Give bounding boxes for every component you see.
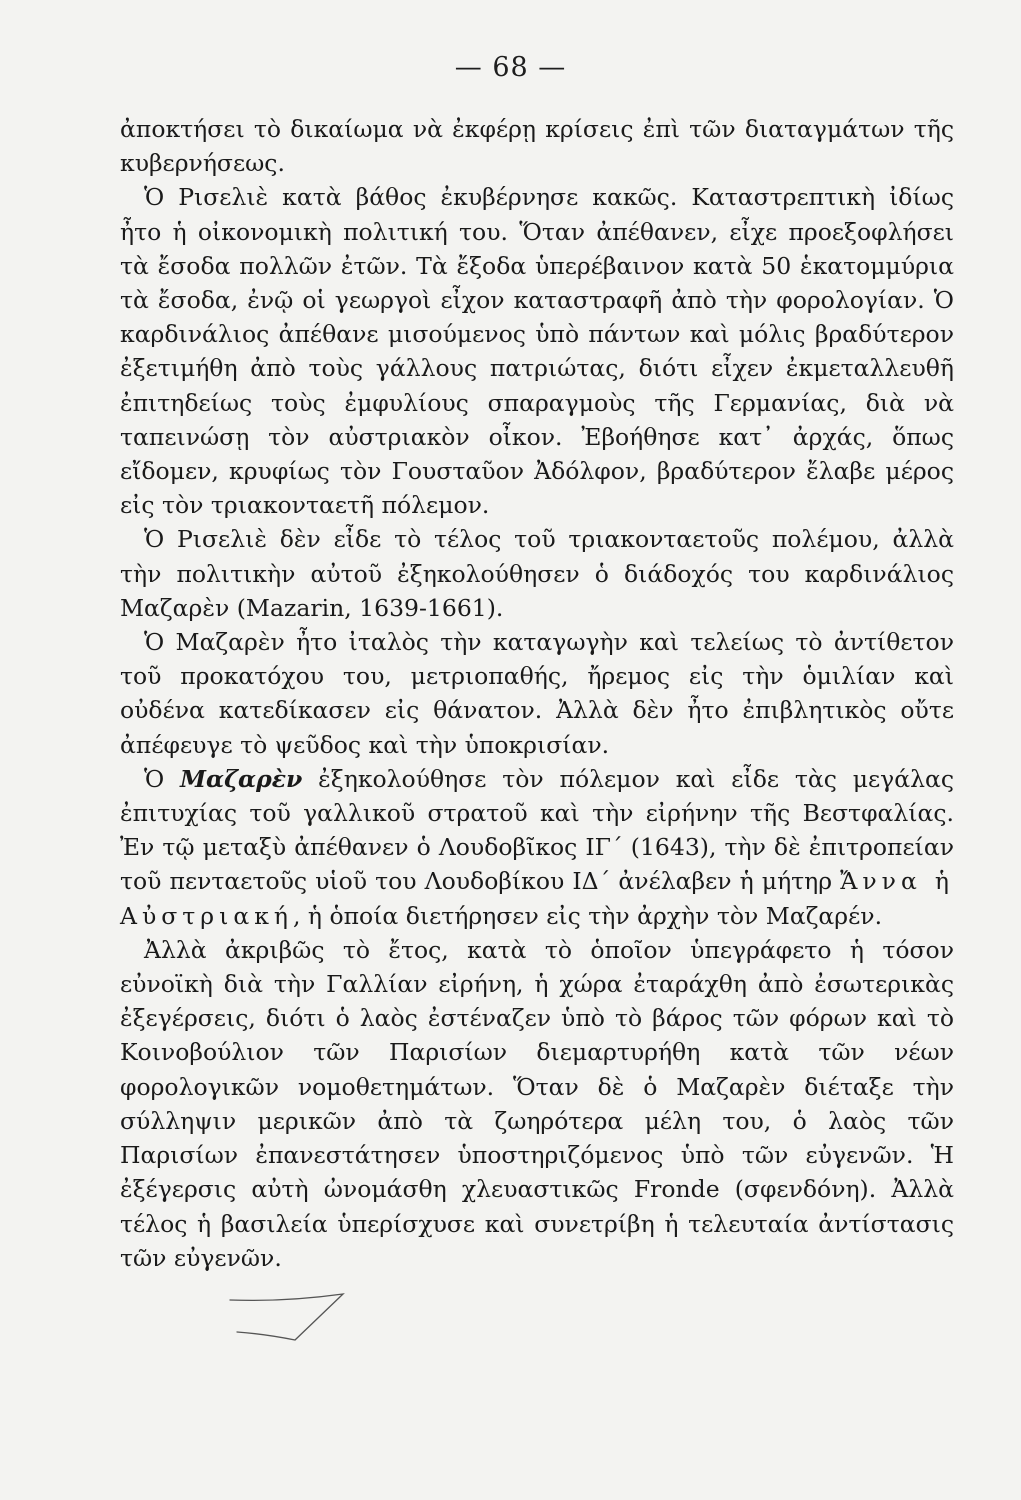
paragraph-5 <box>120 762 954 933</box>
paragraph-6: Ἀλλὰ ἀκριβῶς τὸ ἔτος, κατὰ τὸ ὁποῖον ὑπεγράφετο ἡ τόσον εὐνοϊκὴ διὰ τὴν Γαλλίαν εἰρήνη, ἡ χώρα ἐταράχθη ἀπὸ ἐσωτερικὰς ἐξεγέρσεις, διότι ὁ λαὸς ἐστέναζεν ὑπὸ τὸ βάρος τῶν φόρων καὶ τὸ Κοινοβούλιον τῶν Παρισίων διεμαρτυρήθη κατὰ τῶν νέων φορολογικῶν νομοθετημάτων. Ὅταν δὲ ὁ Μαζαρὲν διέταξε τὴν σύλληψιν μερικῶν ἀπὸ τὰ ζωηρότερα μέλη του, ὁ λαὸς τῶν Παρισίων ἐπανεστάτησεν ὑποστηριζόμενος ὑπὸ τῶν εὐγενῶν. Ἡ ἐξέγερσις αὐτὴ ὠνομάσθη χλευαστικῶς Fronde (σφενδόνη). Ἀλλὰ τέλος ἡ βασιλεία ὑπερίσχυσε καὶ συνετρίβη ἡ τελευταία ἀντίστασις τῶν εὐγενῶν. <box>120 935 954 1272</box>
mazarin-emphasis: Μαζαρὲν <box>180 764 303 793</box>
anne-of-austria-spaced: Ἄννα ἡ Αὐστριακή <box>120 867 954 930</box>
paragraph-3: Ὁ Ρισελιὲ δὲν εἶδε τὸ τέλος τοῦ τριακονταετοῦς πολέμου, ἀλλὰ τὴν πολιτικὴν αὐτοῦ ἐξηκολούθησεν ὁ διάδοχός του καρδινάλιος Μαζαρὲν (Mazarin, 1639-1661). <box>120 525 954 622</box>
paragraph-4: Ὁ Μαζαρὲν ἦτο ἰταλὸς τὴν καταγωγὴν καὶ τελείως τὸ ἀντίθετον τοῦ προκατόχου του, μετριοπαθής, ἤρεμος εἰς τὴν ὁμιλίαν καὶ οὐδένα κατεδίκασεν εἰς θάνατον. Ἀλλὰ δὲν ἦτο ἐπιβλητικὸς οὔτε ἀπέφευγε τὸ ψεῦδος καὶ τὴν ὑποκρισίαν. <box>120 628 954 759</box>
paragraph-5-start: Ὁ <box>144 764 181 793</box>
paragraph-1: ἀποκτήσει τὸ δικαίωμα νὰ ἐκφέρῃ κρίσεις ἐπὶ τῶν διαταγμάτων τῆς κυβερνήσεως. <box>120 115 954 178</box>
paragraph-5-middle: ἐξηκολούθησε τὸν πόλεμον καὶ εἶδε τὰς μεγάλας ἐπιτυχίας τοῦ γαλλικοῦ στρατοῦ καὶ τὴν εἰρήνην τῆς Βεστφαλίας. Ἐν τῷ μεταξὺ ἀπέθανεν ὁ Λουδοβῖκος ΙΓ΄ (1643), τὴν δὲ ἐπιτροπείαν τοῦ πενταετοῦς υἱοῦ του Λουδοβίκου ΙΔ΄ ἀνέλαβεν ἡ μήτηρ <box>120 764 954 896</box>
body-text <box>120 112 954 1275</box>
page-number: — 68 — <box>454 52 567 83</box>
pencil-mark-icon <box>225 1282 355 1352</box>
paragraph-2: Ὁ Ρισελιὲ κατὰ βάθος ἐκυβέρνησε κακῶς. Καταστρεπτικὴ ἰδίως ἦτο ἡ οἰκονομικὴ πολιτική του. Ὅταν ἀπέθανεν, εἶχε προεξοφλήσει τὰ ἔσοδα πολλῶν ἐτῶν. Τὰ ἔξοδα ὑπερέβαινον κατὰ 50 ἑκατομμύρια τὰ ἔσοδα, ἐνῷ οἱ γεωργοὶ εἶχον καταστραφῆ ἀπὸ τὴν φορολογίαν. Ὁ καρδινάλιος ἀπέθανε μισούμενος ὑπὸ πάντων καὶ μόλις βραδύτερον ἐξετιμήθη ἀπὸ τοὺς γάλλους πατριώτας, διότι εἶχεν ἐκμεταλλευθῆ ἐπιτηδείως τοὺς ἐμφυλίους σπαραγμοὺς τῆς Γερμανίας, διὰ νὰ ταπεινώσῃ τὸν αὐστριακὸν οἶκον. Ἐβοήθησε κατ᾿ ἀρχάς, ὅπως εἴδομεν, κρυφίως τὸν Γουσταῦον Ἀδόλφον, βραδύτερον ἔλαβε μέρος εἰς τὸν τριακονταετῆ πόλεμον. <box>120 183 954 520</box>
paragraph-5-end: , ἡ ὁποία διετήρησεν εἰς τὴν ἀρχὴν τὸν Μαζαρέν. <box>292 901 883 930</box>
